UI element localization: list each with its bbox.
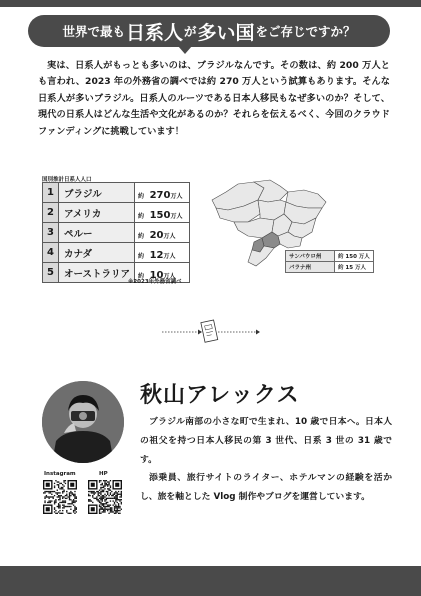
ranking-row [43, 203, 190, 223]
value-number: 10 [149, 270, 164, 281]
value-number: 12 [149, 250, 164, 261]
state-row [286, 262, 374, 273]
value-prefix: 約 [138, 233, 145, 240]
value-unit: 万人 [163, 233, 176, 240]
country-name: アメリカ [59, 203, 135, 223]
ranking-source-note: ※2023年外務省調べ [128, 279, 182, 285]
intro-paragraph: 実は、日系人がもっとも多いのは、ブラジルなんです。その数は、約 200 万人とも言われ、2023 年の外務省の調べでは約 270 万人という試算もあります。そんな日系人が多いブラジル。日系人のルーツである日本人移民もなぜ多いのか？そして、現代の日系人はどんな生活や文化があるのか？それらを伝えるべく、今回のクラウドファンディングに挑戦しています！ [38, 60, 390, 137]
population-value [135, 243, 190, 263]
ranking-row [43, 243, 190, 263]
hp-qr-code-icon[interactable] [88, 480, 122, 514]
divider-arrow-right [256, 330, 260, 335]
state-name: パラナ州 [286, 262, 335, 273]
country-name: オーストラリア [59, 263, 135, 283]
instagram-qr-code-icon[interactable] [43, 480, 77, 514]
hp-label: HP [99, 471, 108, 477]
ranking-row [43, 183, 190, 203]
ranking-table [42, 182, 190, 283]
ranking-row [43, 223, 190, 243]
headline-part: 世界で最も [62, 24, 125, 39]
population-value [135, 223, 190, 243]
top-band [0, 0, 421, 7]
value-unit: 万人 [163, 273, 176, 280]
country-name: ペルー [59, 223, 135, 243]
value-number: 20 [149, 230, 164, 241]
value-prefix: 約 [138, 193, 145, 200]
headline-part: 日系人 [125, 21, 183, 44]
value-unit: 万人 [163, 253, 176, 260]
value-prefix: 約 [138, 213, 145, 220]
bio-paragraph: ブラジル南部の小さな町で生まれ、10 歳で日本へ。日本人の祖父を持つ日本人移民の第 3 世代、日系 3 世の 31 歳です。 [140, 417, 392, 465]
population-value [135, 203, 190, 223]
headline-part: をご存じですか？ [255, 24, 356, 39]
avatar [42, 381, 124, 463]
rank-number: 5 [43, 263, 59, 283]
ranking-table-title: 国別推計日系人人口 [42, 177, 92, 183]
country-name: ブラジル [59, 183, 135, 203]
country-name: カナダ [59, 243, 135, 263]
avatar-photo [42, 381, 124, 463]
profile-name: 秋山アレックス [140, 383, 300, 408]
bottom-band [0, 566, 421, 596]
value-prefix: 約 [138, 273, 145, 280]
state-population-table [285, 250, 374, 273]
instagram-label: Instagram [44, 471, 76, 477]
headline-part: 多い国 [197, 21, 255, 44]
state-name: サンパウロ州 [286, 251, 335, 262]
value-unit: 万人 [170, 213, 183, 220]
value-number: 270 [149, 190, 171, 201]
population-value [135, 183, 190, 203]
rank-number: 4 [43, 243, 59, 263]
rank-number: 3 [43, 223, 59, 243]
headline-banner [28, 15, 390, 47]
rank-number: 2 [43, 203, 59, 223]
state-value: 約 15 万人 [335, 262, 374, 273]
divider-arrow-left [198, 330, 202, 335]
value-prefix: 約 [138, 253, 145, 260]
state-value: 約 150 万人 [335, 251, 374, 262]
headline-part: が [183, 24, 197, 39]
profile-bio [140, 413, 392, 507]
rank-number: 1 [43, 183, 59, 203]
book-icon [201, 320, 218, 342]
state-row [286, 251, 374, 262]
bio-paragraph: 添乗員、旅行サイトのライター、ホテルマンの経験を活かし、旅を軸とした Vlog 制作やブログを運営しています。 [140, 473, 392, 503]
value-unit: 万人 [170, 193, 183, 200]
value-number: 150 [149, 210, 171, 221]
intro-section [38, 58, 390, 140]
section-divider [160, 317, 260, 347]
